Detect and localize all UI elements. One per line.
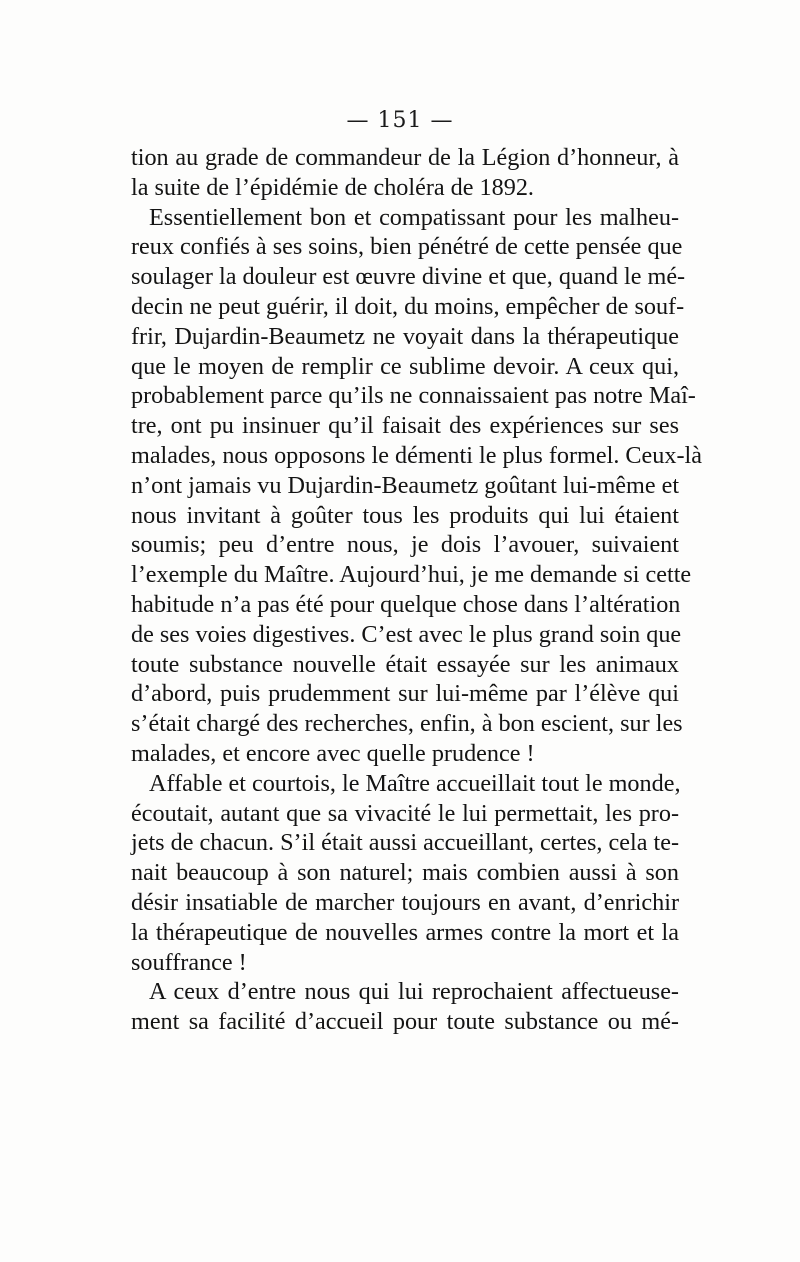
text-line: la thérapeutique de nouvelles armes contre la mort et la: [131, 918, 679, 946]
text-line: malades, nous opposons le démenti le plus formel. Ceux-là: [131, 441, 702, 469]
text-line: nait beaucoup à son naturel; mais combien aussi à son: [131, 859, 679, 887]
text-line: habitude n’a pas été pour quelque chose dans l’altération: [131, 590, 681, 618]
text-line: s’était chargé des recherches, enfin, à bon escient, sur les: [131, 710, 683, 738]
text-line: n’ont jamais vu Dujardin-Beaumetz goûtant lui-même et: [131, 471, 680, 499]
text-line: probablement parce qu’ils ne connaissaient pas notre Maî-: [131, 382, 696, 410]
text-line: soulager la douleur est œuvre divine et que, quand le mé-: [131, 263, 686, 291]
text-line: tion au grade de commandeur de la Légion d’honneur, à: [131, 144, 679, 171]
text-line: nous invitant à goûter tous les produits qui lui étaient: [131, 501, 679, 529]
text-line: l’exemple du Maître. Aujourd’hui, je me demande si cette: [131, 561, 692, 589]
text-line: A ceux d’entre nous qui lui reprochaient affectueuse-: [149, 978, 679, 1006]
text-line: soumis; peu d’entre nous, je dois l’avouer, suivaient: [131, 531, 679, 559]
text-line: souffrance !: [131, 948, 247, 976]
paragraph: [131, 977, 679, 1037]
text-line: ment sa facilité d’accueil pour toute substance ou mé-: [131, 1008, 679, 1036]
paragraph: [131, 143, 679, 203]
body-text: [131, 143, 702, 1037]
text-line: Essentiellement bon et compatissant pour les malheu-: [149, 203, 679, 231]
text-line: Affable et courtois, le Maître accueillait tout le monde,: [149, 769, 681, 797]
text-line: d’abord, puis prudemment sur lui-même par l’élève qui: [131, 680, 679, 708]
text-line: que le moyen de remplir ce sublime devoir. A ceux qui,: [131, 352, 679, 380]
paragraph: [131, 203, 702, 769]
text-line: frir, Dujardin-Beaumetz ne voyait dans la thérapeutique: [131, 322, 679, 350]
text-line: tre, ont pu insinuer qu’il faisait des expériences sur ses: [131, 412, 679, 440]
text-line: malades, et encore avec quelle prudence !: [131, 739, 535, 767]
paragraph: [131, 769, 679, 978]
text-line: jets de chacun. S’il était aussi accueillant, certes, cela te-: [131, 829, 679, 857]
text-line: decin ne peut guérir, il doit, du moins, empêcher de souf-: [131, 292, 685, 320]
text-line: écoutait, autant que sa vivacité le lui permettait, les pro-: [131, 799, 679, 827]
text-line: la suite de l’épidémie de choléra de 1892.: [131, 173, 534, 201]
text-line: de ses voies digestives. C’est avec le plus grand soin que: [131, 620, 682, 648]
text-line: désir insatiable de marcher toujours en avant, d’enrichir: [131, 888, 679, 916]
page-number: — 151 —: [346, 108, 454, 133]
text-line: toute substance nouvelle était essayée sur les animaux: [131, 650, 679, 678]
text-line: reux confiés à ses soins, bien pénétré de cette pensée que: [131, 233, 683, 261]
